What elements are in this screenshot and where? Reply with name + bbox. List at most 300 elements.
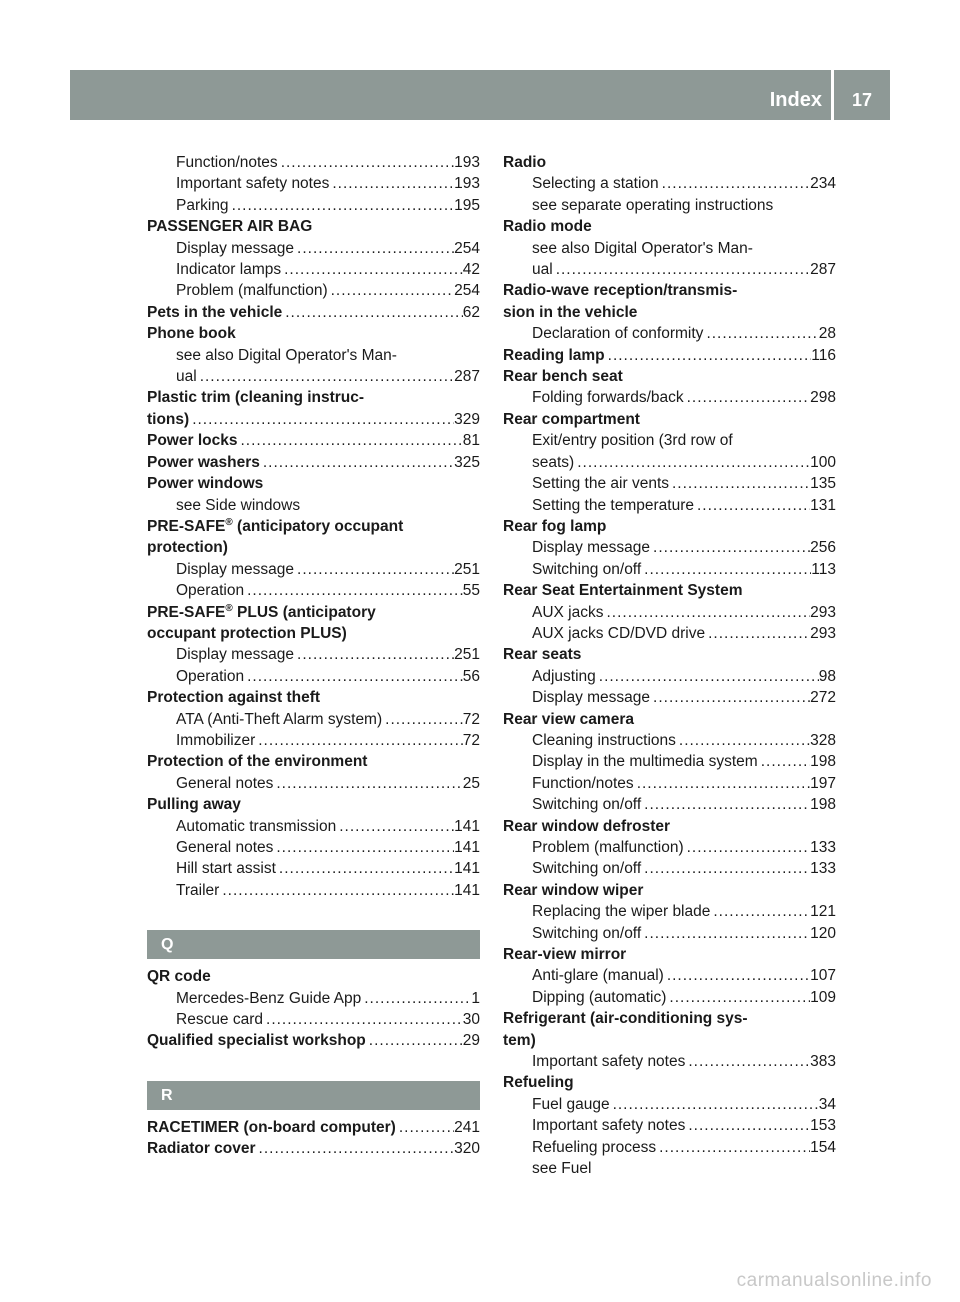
- page-reference[interactable]: 29: [462, 1032, 480, 1050]
- entry-label: Parking: [176, 196, 229, 214]
- entry-text: [532, 1094, 610, 1115]
- page-reference[interactable]: 133: [810, 860, 836, 878]
- entry-text: [532, 923, 641, 944]
- page-reference[interactable]: 116: [811, 346, 836, 364]
- entry-label: Protection against theft: [147, 689, 321, 707]
- index-heading: [503, 816, 836, 837]
- index-heading[interactable]: [147, 430, 480, 451]
- index-heading: [147, 966, 480, 987]
- dot-leader: [669, 473, 810, 494]
- dot-leader: [634, 773, 810, 794]
- index-subentry: [503, 1158, 836, 1179]
- entry-text: [147, 302, 282, 323]
- index-heading: [503, 709, 836, 730]
- entry-label: Rescue card: [176, 1011, 264, 1029]
- index-subentry[interactable]: [147, 666, 480, 687]
- entry-label: Refueling: [503, 1074, 574, 1092]
- index-heading: [503, 1030, 836, 1051]
- index-subentry[interactable]: [503, 965, 836, 986]
- entry-text: [532, 987, 666, 1008]
- page-reference[interactable]: 329: [454, 410, 480, 428]
- index-subentry[interactable]: [503, 687, 836, 708]
- index-subentry[interactable]: [503, 452, 836, 473]
- index-subentry[interactable]: [147, 730, 480, 751]
- entry-text: [147, 409, 189, 430]
- dot-leader: [282, 302, 463, 323]
- index-subentry[interactable]: [503, 666, 836, 687]
- entry-text: [176, 730, 255, 751]
- index-subentry[interactable]: [503, 173, 836, 194]
- index-heading[interactable]: [147, 302, 480, 323]
- entry-text: [532, 1115, 685, 1136]
- dot-leader: [278, 152, 454, 173]
- entry-label: Rear window defroster: [503, 817, 671, 835]
- dot-leader: [328, 280, 455, 301]
- entry-text: [176, 580, 244, 601]
- entry-label: PASSENGER AIR BAG: [147, 218, 313, 236]
- entry-text: [176, 280, 328, 301]
- section-letter-band: Q: [147, 930, 480, 959]
- page-reference[interactable]: 81: [462, 432, 480, 450]
- entry-text: [176, 1009, 263, 1030]
- page-reference[interactable]: 383: [810, 1053, 836, 1071]
- entry-text: [147, 518, 403, 535]
- entry-text: [176, 709, 382, 730]
- index-heading: [503, 152, 836, 173]
- entry-label: Power washers: [147, 453, 260, 471]
- index-heading: [503, 366, 836, 387]
- index-subentry[interactable]: [147, 709, 480, 730]
- page-reference[interactable]: 30: [462, 1011, 480, 1029]
- entry-label: Refueling process: [532, 1138, 657, 1156]
- entry-label: see Side windows: [176, 496, 301, 514]
- dot-leader: [684, 837, 811, 858]
- page-reference[interactable]: 141: [454, 860, 480, 878]
- index-heading: [503, 944, 836, 965]
- entry-text: [503, 711, 634, 728]
- entry-label-continued: (anticipatory occupant: [232, 517, 404, 535]
- index-subentry[interactable]: [147, 195, 480, 216]
- page-reference[interactable]: 272: [810, 689, 836, 707]
- index-heading: [147, 387, 480, 408]
- page-reference[interactable]: 287: [454, 368, 480, 386]
- index-heading: [503, 516, 836, 537]
- page-reference[interactable]: 141: [454, 839, 480, 856]
- entry-label: General notes: [176, 774, 274, 792]
- dot-leader: [255, 730, 463, 751]
- entry-text: [532, 666, 596, 687]
- entry-label: Folding forwards/back: [532, 389, 684, 407]
- index-subentry[interactable]: [147, 259, 480, 280]
- index-heading: [147, 623, 480, 644]
- entry-label: Switching on/off: [532, 924, 642, 942]
- entry-label: Dipping (automatic): [532, 988, 667, 1006]
- entry-label: AUX jacks: [532, 603, 604, 621]
- index-heading: [503, 580, 836, 601]
- index-heading: [147, 687, 480, 708]
- index-subentry: [503, 238, 836, 259]
- entry-text: [503, 1010, 748, 1027]
- dot-leader: [650, 537, 810, 558]
- index-heading: [147, 537, 480, 558]
- entry-text: [147, 539, 228, 556]
- page-reference[interactable]: 131: [810, 496, 836, 514]
- entry-text: [147, 689, 320, 706]
- index-subentry[interactable]: [147, 858, 480, 879]
- page-reference[interactable]: 328: [810, 731, 836, 749]
- dot-leader: [273, 837, 454, 858]
- dot-leader: [659, 173, 810, 194]
- entry-text: [532, 259, 553, 280]
- dot-leader: [229, 195, 455, 216]
- dot-leader: [641, 923, 810, 944]
- index-subentry[interactable]: [503, 259, 836, 280]
- entry-label: seats): [532, 453, 575, 471]
- index-heading: [147, 794, 480, 815]
- entry-label: Pulling away: [147, 796, 241, 814]
- entry-label: Replacing the wiper blade: [532, 903, 711, 921]
- dot-leader: [336, 816, 454, 837]
- page-reference[interactable]: 72: [462, 731, 480, 749]
- entry-label: Rear fog lamp: [503, 517, 607, 535]
- index-subentry[interactable]: [147, 152, 480, 173]
- page-reference[interactable]: 320: [454, 1140, 480, 1158]
- dot-leader: [329, 173, 454, 194]
- entry-label: Rear window wiper: [503, 881, 644, 899]
- index-subentry[interactable]: [147, 559, 480, 580]
- index-subentry[interactable]: [147, 837, 480, 858]
- index-subentry: [503, 430, 836, 451]
- entry-label: Declaration of conformity: [532, 325, 704, 343]
- entry-text: [503, 582, 742, 599]
- dot-leader: [294, 559, 454, 580]
- index-heading[interactable]: [147, 1117, 480, 1138]
- entry-text: [532, 473, 669, 494]
- page-reference[interactable]: 195: [454, 196, 480, 214]
- entry-text: [147, 625, 347, 642]
- index-heading[interactable]: [147, 1138, 480, 1159]
- entry-label: Anti-glare (manual): [532, 967, 664, 985]
- index-subentry[interactable]: [503, 773, 836, 794]
- index-subentry[interactable]: [503, 1115, 836, 1136]
- page-reference[interactable]: 135: [810, 475, 836, 493]
- page-reference[interactable]: 109: [810, 988, 836, 1006]
- page-reference[interactable]: 293: [810, 624, 836, 642]
- index-heading[interactable]: [147, 452, 480, 473]
- entry-text: [147, 753, 367, 770]
- index-subentry: [147, 345, 480, 366]
- entry-text: [532, 901, 710, 922]
- index-subentry[interactable]: [503, 751, 836, 772]
- index-subentry[interactable]: [503, 602, 836, 623]
- page-reference[interactable]: 198: [810, 753, 836, 771]
- entry-label: Setting the temperature: [532, 496, 694, 514]
- page-reference[interactable]: 141: [454, 817, 480, 835]
- dot-leader: [684, 387, 811, 408]
- index-subentry[interactable]: [147, 238, 480, 259]
- dot-leader: [281, 259, 463, 280]
- entry-label: PRE-SAFE: [147, 603, 226, 621]
- entry-text: [176, 816, 336, 837]
- index-subentry[interactable]: [147, 280, 480, 301]
- index-subentry[interactable]: [503, 537, 836, 558]
- dot-leader: [685, 1115, 810, 1136]
- index-column-left: [147, 152, 480, 1160]
- page-reference[interactable]: 193: [454, 175, 480, 193]
- entry-text: [147, 1117, 396, 1138]
- index-subentry[interactable]: [503, 1051, 836, 1072]
- entry-text: [532, 858, 641, 879]
- index-subentry[interactable]: [503, 473, 836, 494]
- page-reference[interactable]: 100: [810, 453, 836, 471]
- entry-label: occupant protection PLUS): [147, 624, 347, 642]
- entry-label: Rear seats: [503, 646, 582, 664]
- entry-label: Display message: [176, 239, 295, 257]
- entry-text: [532, 623, 705, 644]
- entry-text: [503, 304, 637, 321]
- index-heading[interactable]: [147, 409, 480, 430]
- entry-label: Display in the multimedia system: [532, 753, 758, 771]
- entry-text: [503, 946, 626, 963]
- page-reference[interactable]: 25: [462, 774, 480, 792]
- page-reference[interactable]: 198: [810, 796, 836, 814]
- page-reference[interactable]: 72: [462, 710, 480, 728]
- index-subentry: [147, 495, 480, 516]
- entry-label: Switching on/off: [532, 796, 642, 814]
- entry-label: Indicator lamps: [176, 261, 282, 279]
- index-subentry[interactable]: [503, 323, 836, 344]
- entry-label: Reading lamp: [503, 346, 605, 364]
- page-reference[interactable]: 28: [818, 325, 836, 343]
- entry-text: [176, 347, 397, 364]
- index-subentry[interactable]: [503, 387, 836, 408]
- entry-text: [532, 1137, 656, 1158]
- index-heading: [503, 1008, 836, 1029]
- entry-text: [503, 1032, 536, 1049]
- entry-text: [532, 387, 684, 408]
- entry-text: [532, 687, 650, 708]
- entry-label: Phone book: [147, 325, 236, 343]
- dot-leader: [666, 987, 810, 1008]
- section-letter-band: R: [147, 1081, 480, 1110]
- page-reference[interactable]: 113: [811, 560, 836, 578]
- entry-label: RACETIMER (on-board computer): [147, 1118, 396, 1136]
- entry-label: tem): [503, 1031, 536, 1049]
- page-reference[interactable]: 287: [810, 261, 836, 279]
- entry-label: Important safety notes: [176, 175, 330, 193]
- page-reference[interactable]: 234: [810, 175, 836, 193]
- entry-text: [503, 646, 581, 663]
- dot-leader: [361, 988, 471, 1009]
- entry-text: [147, 452, 260, 473]
- entry-label: Radiator cover: [147, 1140, 256, 1158]
- entry-label: Rear view camera: [503, 710, 634, 728]
- entry-label: General notes: [176, 839, 274, 856]
- entry-text: [532, 452, 574, 473]
- entry-text: [503, 218, 592, 235]
- page-reference[interactable]: 325: [454, 453, 480, 471]
- index-heading[interactable]: [503, 345, 836, 366]
- page-reference[interactable]: 256: [810, 539, 836, 557]
- dot-leader: [260, 452, 454, 473]
- dot-leader: [237, 430, 462, 451]
- entry-text: [503, 368, 623, 385]
- index-subentry[interactable]: [503, 1094, 836, 1115]
- entry-text: [176, 666, 244, 687]
- page-reference[interactable]: 55: [462, 582, 480, 600]
- entry-label: Cleaning instructions: [532, 731, 676, 749]
- index-subentry[interactable]: [147, 580, 480, 601]
- entry-text: [503, 818, 670, 835]
- index-subentry[interactable]: [503, 1137, 836, 1158]
- index-subentry[interactable]: [503, 495, 836, 516]
- entry-label: see also Digital Operator's Man-: [532, 239, 753, 257]
- entry-text: [176, 559, 294, 580]
- page-reference[interactable]: 251: [454, 646, 480, 664]
- dot-leader: [676, 730, 810, 751]
- entry-text: [532, 965, 664, 986]
- index-subentry[interactable]: [503, 987, 836, 1008]
- index-heading: [503, 644, 836, 665]
- page-number: 17: [851, 90, 873, 110]
- entry-text: [532, 537, 650, 558]
- page-reference[interactable]: 197: [810, 774, 836, 792]
- index-subentry[interactable]: [147, 366, 480, 387]
- entry-label: ual: [532, 261, 553, 279]
- index-subentry[interactable]: [503, 730, 836, 751]
- page-reference[interactable]: 193: [454, 154, 480, 171]
- page-reference[interactable]: 293: [810, 603, 836, 621]
- entry-label: Setting the air vents: [532, 475, 669, 493]
- entry-text: [532, 323, 703, 344]
- page-reference[interactable]: 56: [462, 667, 480, 685]
- dot-leader: [705, 623, 810, 644]
- entry-label: Display message: [176, 646, 295, 664]
- index-subentry[interactable]: [503, 559, 836, 580]
- index-subentry[interactable]: [503, 901, 836, 922]
- entry-text: [532, 1051, 685, 1072]
- entry-text: [147, 389, 364, 406]
- entry-label: Refrigerant (air-conditioning sys-: [503, 1010, 748, 1028]
- entry-text: [532, 495, 694, 516]
- entry-text: [176, 259, 281, 280]
- index-subentry[interactable]: [147, 173, 480, 194]
- dot-leader: [553, 259, 810, 280]
- entry-text: [147, 968, 211, 985]
- entry-text: [147, 218, 312, 235]
- page-reference[interactable]: 133: [810, 839, 836, 856]
- index-heading[interactable]: [147, 1030, 480, 1051]
- dot-leader: [396, 1117, 454, 1138]
- entry-label: Rear compartment: [503, 410, 640, 428]
- page-reference[interactable]: 254: [454, 282, 480, 300]
- entry-label: tions): [147, 410, 190, 428]
- entry-text: [503, 1074, 574, 1091]
- entry-label: Operation: [176, 667, 245, 685]
- entry-text: [532, 559, 641, 580]
- index-subentry[interactable]: [147, 816, 480, 837]
- dot-leader: [664, 965, 810, 986]
- page-reference[interactable]: 62: [462, 303, 480, 321]
- page-reference[interactable]: 42: [462, 261, 480, 279]
- page-reference[interactable]: 98: [818, 667, 836, 685]
- entry-label: Important safety notes: [532, 1053, 686, 1071]
- entry-label: Exit/entry position (3rd row of: [532, 432, 733, 450]
- dot-leader: [294, 644, 454, 665]
- entry-label: Qualified specialist workshop: [147, 1032, 366, 1050]
- index-subentry[interactable]: [147, 988, 480, 1009]
- registered-mark: ®: [225, 516, 233, 528]
- dot-leader: [276, 858, 454, 879]
- index-subentry[interactable]: [147, 773, 480, 794]
- index-heading: [503, 280, 836, 301]
- index-subentry[interactable]: [503, 794, 836, 815]
- entry-label: protection): [147, 539, 228, 557]
- index-subentry: [503, 195, 836, 216]
- entry-text: [532, 837, 684, 858]
- page-reference[interactable]: 298: [810, 389, 836, 407]
- index-subentry[interactable]: [147, 644, 480, 665]
- index-subentry[interactable]: [503, 858, 836, 879]
- page-reference[interactable]: 120: [810, 924, 836, 942]
- entry-text: [532, 173, 659, 194]
- dot-leader: [685, 1051, 810, 1072]
- entry-text: [532, 197, 773, 214]
- page-reference[interactable]: 241: [454, 1118, 480, 1136]
- index-heading: [147, 751, 480, 772]
- index-subentry[interactable]: [503, 837, 836, 858]
- entry-label: Trailer: [176, 881, 220, 899]
- entry-label: Radio: [503, 154, 547, 171]
- page-reference[interactable]: 141: [454, 881, 480, 899]
- page-reference[interactable]: 254: [454, 239, 480, 257]
- page-reference[interactable]: 154: [810, 1138, 836, 1156]
- dot-leader: [574, 452, 810, 473]
- dot-leader: [656, 1137, 810, 1158]
- page-section-title: Index: [769, 89, 822, 111]
- entry-text: [176, 773, 273, 794]
- entry-label: Automatic transmission: [176, 817, 337, 835]
- index-heading: [503, 216, 836, 237]
- page-reference[interactable]: 107: [810, 967, 836, 985]
- page-reference[interactable]: 251: [454, 560, 480, 578]
- page-reference[interactable]: 153: [810, 1117, 836, 1135]
- entry-text: [176, 837, 273, 858]
- dot-leader: [189, 409, 454, 430]
- index-heading: [147, 602, 480, 623]
- index-subentry[interactable]: [147, 1009, 480, 1030]
- index-subentry[interactable]: [503, 623, 836, 644]
- entry-label: Protection of the environment: [147, 753, 368, 771]
- entry-text: [147, 1030, 366, 1051]
- entry-label: see separate operating instructions: [532, 196, 774, 214]
- page-reference[interactable]: 34: [818, 1095, 836, 1113]
- page-reference[interactable]: 1: [471, 989, 480, 1007]
- dot-leader: [263, 1009, 463, 1030]
- entry-text: [147, 1138, 256, 1159]
- index-heading: [503, 1072, 836, 1093]
- page-reference[interactable]: 121: [810, 903, 836, 921]
- dot-leader: [710, 901, 810, 922]
- entry-text: [176, 195, 229, 216]
- entry-label: Rear-view mirror: [503, 946, 627, 964]
- index-subentry[interactable]: [147, 880, 480, 901]
- index-subentry[interactable]: [503, 923, 836, 944]
- entry-label: Problem (malfunction): [532, 839, 684, 856]
- entry-label: Problem (malfunction): [176, 282, 328, 300]
- entry-label: Operation: [176, 582, 245, 600]
- dot-leader: [610, 1094, 819, 1115]
